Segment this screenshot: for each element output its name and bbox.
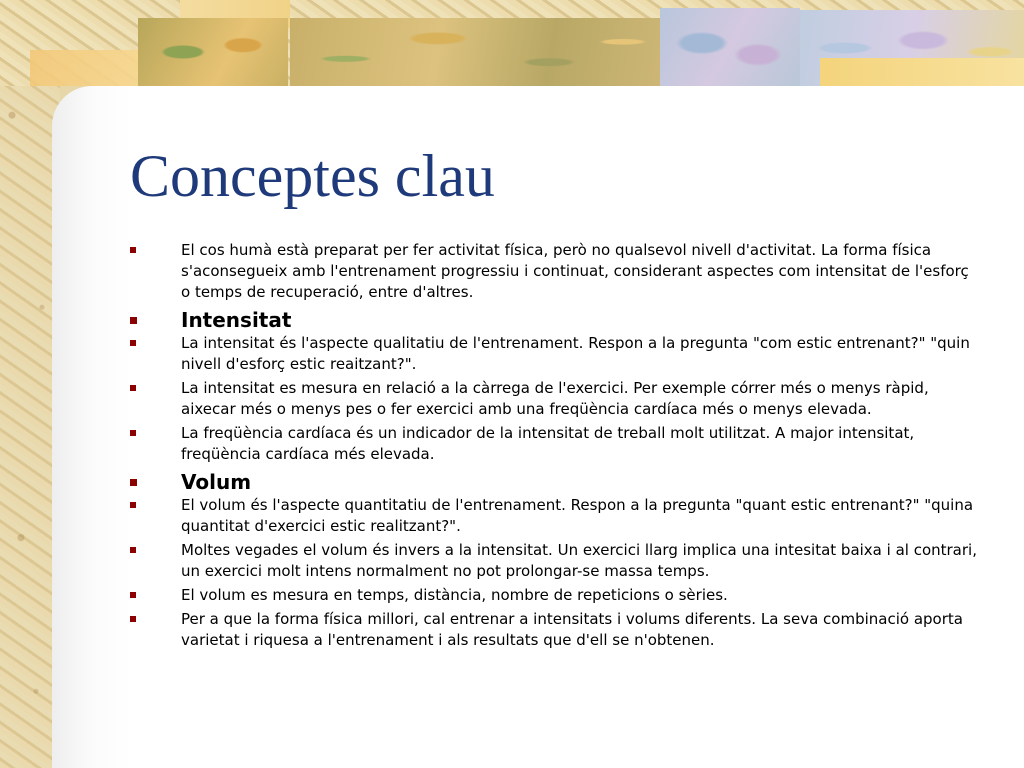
list-item-text: La intensitat es mesura en relació a la càrrega de l'exercici. Per exemple córrer més o menys ràpid, aixecar més o menys pes o fer exercici amb una freqüència cardíaca més o menys elevada. [181,379,929,418]
slide-title: Conceptes clau [130,143,495,209]
list-item [130,333,980,375]
decor-tile [820,58,1024,86]
square-bullet-icon [130,592,136,598]
list-item [130,585,980,606]
section-heading-text: Volum [181,470,252,494]
list-item [130,495,980,537]
list-item-text: El volum és l'aspecte quantitatiu de l'entrenament. Respon a la pregunta "quant estic entrenant?" "quina quantitat d'exercici estic realitzant?". [181,496,974,535]
list-item-text: El cos humà està preparat per fer activitat física, però no qualsevol nivell d'activitat. La forma física s'aconsegueix amb l'entrenament progressiu i continuat, considerant aspectes com intensitat de l'esforç o temps de recuperació, entre d'altres. [181,241,969,301]
list-item-text: La intensitat és l'aspecte qualitatiu de l'entrenament. Respon a la pregunta "com estic entrenant?" "quin nivell d'esforç estic reaitzant?". [181,334,970,373]
section-heading-volum [130,469,980,495]
list-item-text: El volum es mesura en temps, distància, nombre de repeticions o sèries. [181,586,728,604]
list-item [130,423,980,465]
list-item-text: La freqüència cardíaca és un indicador de la intensitat de treball molt utilitzat. A major intensitat, freqüència cardíaca més elevada. [181,424,915,463]
bullet-list [130,240,980,651]
leaf-image-tile [138,18,288,86]
square-bullet-icon [130,430,136,436]
leaf-image-tile [290,18,660,86]
list-item [130,378,980,420]
square-bullet-icon [130,479,137,486]
decor-tile [30,50,140,86]
list-item [130,609,980,651]
square-bullet-icon [130,247,136,253]
square-bullet-icon [130,502,136,508]
square-bullet-icon [130,616,136,622]
square-bullet-icon [130,385,136,391]
list-item [130,240,980,303]
decorative-header-band [0,0,1024,86]
square-bullet-icon [130,317,137,324]
list-item [130,540,980,582]
section-heading-text: Intensitat [181,308,292,332]
list-item-text: Per a que la forma física millori, cal entrenar a intensitats i volums diferents. La seva combinació aporta varietat i riquesa a l'entrenament i als resultats que d'ell se n'obtenen. [181,610,963,649]
square-bullet-icon [130,340,136,346]
square-bullet-icon [130,547,136,553]
section-heading-intensitat [130,307,980,333]
parchment-border [0,0,60,768]
list-item-text: Moltes vegades el volum és invers a la intensitat. Un exercici llarg implica una intesitat baixa i al contrari, un exercici molt intens normalment no pot prolongar-se massa temps. [181,541,977,580]
flower-image-tile [660,8,800,86]
